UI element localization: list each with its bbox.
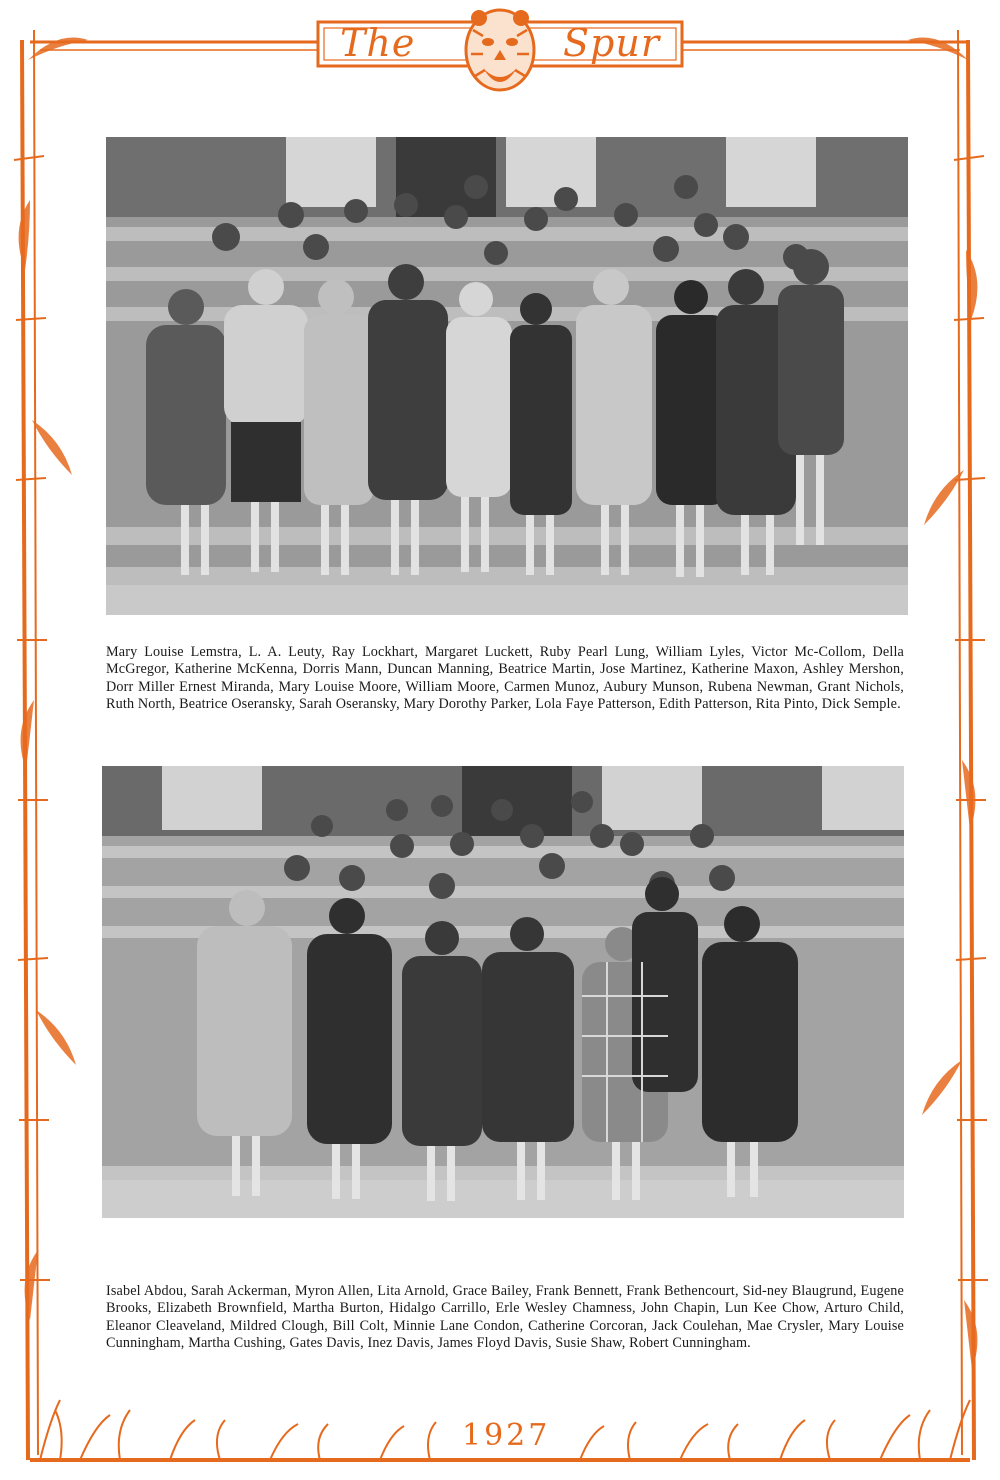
footer-year: 1927 bbox=[462, 1418, 551, 1453]
photo-caption-top: Mary Louise Lemstra, L. A. Leuty, Ray Lockhart, Margaret Luckett, Ruby Pearl Lung, William Lyles, Victor Mc-Collom, Della McGregor, Katherine McKenna, Dorris Mann, Duncan Manning, Beatrice Martin, Jose Martinez, Katherine Maxon, Ashley Mershon, Dorr Miller Ernest Miranda, Mary Louise Moore, William Moore, Carmen Munoz, Aubury Munson, Rubena Newman, Grant Nichols, Ruth North, Beatrice Oseransky, Sarah Oseransky, Mary Dorothy Parker, Lola Faye Patterson, Edith Patterson, Rita Pinto, Dick Semple. bbox=[106, 644, 904, 713]
group-photo-top bbox=[106, 137, 908, 615]
header-title-right: Spur bbox=[563, 21, 660, 65]
header-title-left: The bbox=[340, 21, 416, 65]
photo-caption-bottom: Isabel Abdou, Sarah Ackerman, Myron Allen, Lita Arnold, Grace Bailey, Frank Bennett, Frank Bethencourt, Sid-ney Blaugrund, Eugene Brooks, Elizabeth Brownfield, Martha Burton, Hidalgo Carrillo, Erle Wesley Chamness, John Chapin, Lun Kee Chow, Arturo Child, Eleanor Cleaveland, Mildred Clough, Bill Colt, Minnie Lane Condon, Catherine Corcoran, Jack Coulehan, Mae Crysler, Mary Louise Cunningham, Martha Cushing, Gates Davis, Inez Davis, James Floyd Davis, Susie Shaw, Robert Cunningham. bbox=[106, 1283, 904, 1352]
group-photo-bottom bbox=[102, 766, 904, 1218]
tiger-emblem-icon bbox=[463, 6, 537, 102]
